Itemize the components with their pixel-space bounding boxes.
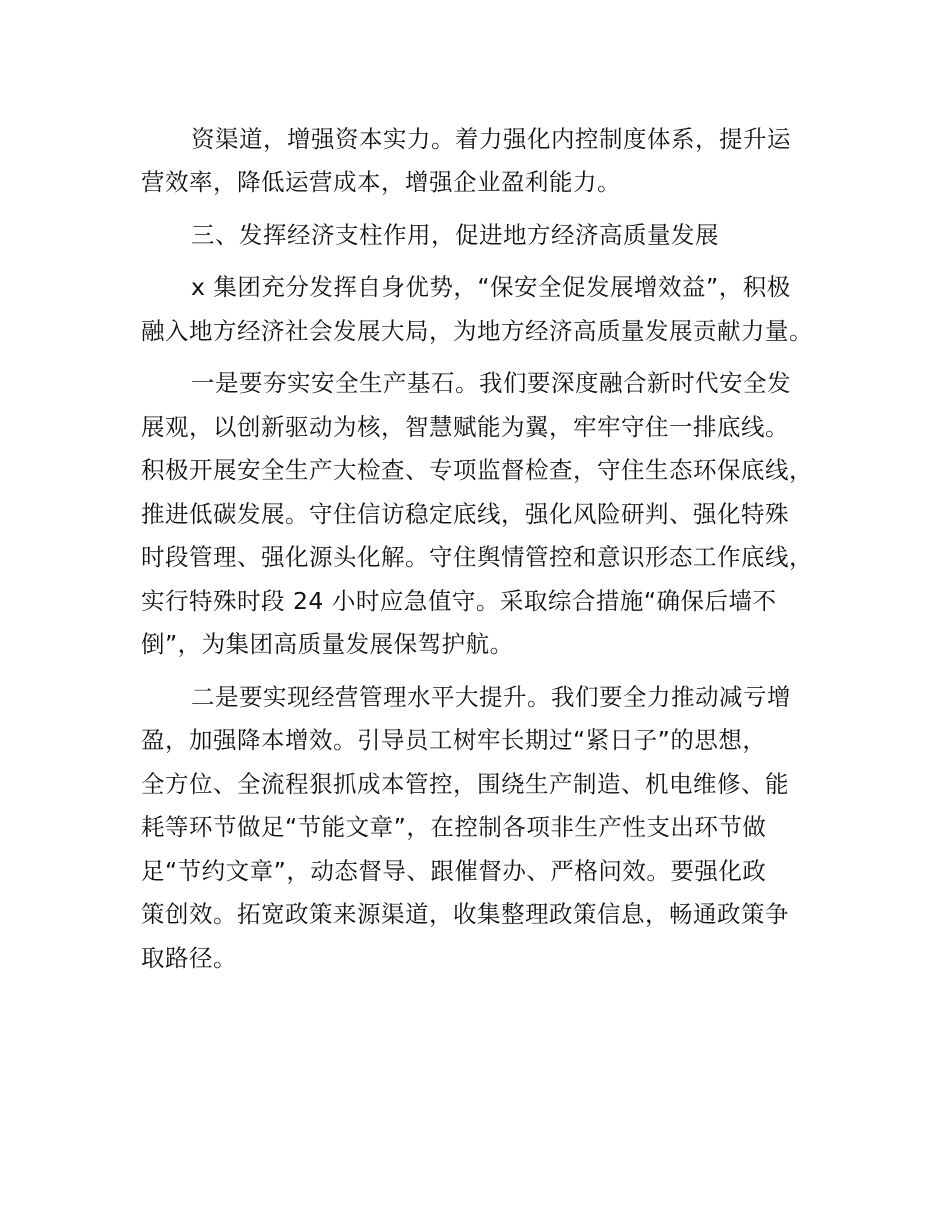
- paragraph-1-line-1: 资渠道，增强资本实力。着力强化内控制度体系，提升运: [191, 125, 791, 153]
- paragraph-5-line-5: 足“节约文章”，动态督导、跟催督办、严格问效。要强化政: [141, 857, 767, 885]
- paragraph-5-line-6: 策创效。拓宽政策来源渠道，收集整理政策信息，畅通政策争: [141, 900, 789, 928]
- paragraph-5-line-1: 二是要实现经营管理水平大提升。我们要全力推动减亏增: [191, 683, 791, 711]
- paragraph-4-line-6: 实行特殊时段 24 小时应急值守。采取综合措施“确保后墙不: [141, 587, 777, 615]
- paragraph-5-line-2: 盈，加强降本增效。引导员工树牢长期过“紧日子”的思想，: [141, 726, 767, 754]
- section-heading: 三、发挥经济支柱作用，促进地方经济高质量发展: [191, 221, 719, 249]
- paragraph-5-line-7: 取路径。: [141, 944, 237, 972]
- paragraph-3-line-2: 融入地方经济社会发展大局，为地方经济高质量发展贡献力量。: [141, 317, 813, 345]
- paragraph-4-line-7: 倒”，为集团高质量发展保驾护航。: [141, 630, 514, 658]
- paragraph-5-line-4: 耗等环节做足“节能文章”，在控制各项非生产性支出环节做: [141, 813, 767, 841]
- paragraph-4-line-3: 积极开展安全生产大检查、专项监督检查，守住生态环保底线，: [141, 456, 813, 484]
- paragraph-1-line-2: 营效率，降低运营成本，增强企业盈利能力。: [141, 168, 621, 196]
- paragraph-3-line-1: x 集团充分发挥自身优势，“保安全促发展增效益”，积极: [191, 273, 791, 301]
- paragraph-4-line-1: 一是要夯实安全生产基石。我们要深度融合新时代安全发: [191, 369, 791, 397]
- paragraph-4-line-2: 展观，以创新驱动为核，智慧赋能为翼，牢牢守住一排底线。: [141, 413, 789, 441]
- paragraph-5-line-3: 全方位、全流程狠抓成本管控，围绕生产制造、机电维修、能: [141, 770, 789, 798]
- paragraph-4-line-4: 推进低碳发展。守住信访稳定底线，强化风险研判、强化特殊: [141, 500, 789, 528]
- paragraph-4-line-5: 时段管理、强化源头化解。守住舆情管控和意识形态工作底线，: [141, 543, 813, 571]
